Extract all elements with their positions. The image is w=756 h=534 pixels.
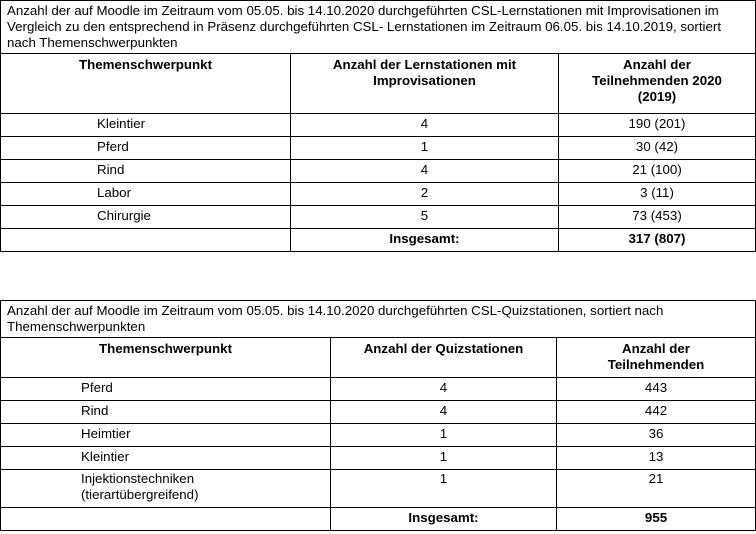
participants-cell: 13: [557, 447, 756, 470]
topic-cell: Kleintier: [1, 114, 291, 137]
table-quizstationen: [0, 300, 756, 531]
table-row: [1, 114, 756, 137]
topic-cell: Rind: [1, 401, 331, 424]
table-row: [1, 470, 756, 508]
table-header-row: [1, 338, 756, 378]
table-header-row: [1, 54, 756, 114]
table-caption-row: [1, 301, 756, 338]
table-row: [1, 137, 756, 160]
column-header-stations: Anzahl der Lernstationen mit Improvisationen: [291, 54, 559, 114]
total-row: [1, 229, 756, 252]
participants-cell: 190 (201): [559, 114, 756, 137]
topic-cell: Heimtier: [1, 424, 331, 447]
topic-cell: Pferd: [1, 137, 291, 160]
table-row: [1, 206, 756, 229]
participants-cell: 30 (42): [559, 137, 756, 160]
stations-cell: 4: [291, 160, 559, 183]
topic-cell: Injektionstechniken (tierartübergreifend): [1, 470, 331, 508]
quizstations-cell: 4: [331, 378, 557, 401]
topic-cell: Rind: [1, 160, 291, 183]
quizstations-cell: 1: [331, 424, 557, 447]
column-header-topic: Themenschwerpunkt: [1, 54, 291, 114]
topic-cell: Chirurgie: [1, 206, 291, 229]
participants-cell: 442: [557, 401, 756, 424]
total-label: Insgesamt:: [331, 508, 557, 531]
quizstations-cell: 4: [331, 401, 557, 424]
stations-cell: 1: [291, 137, 559, 160]
total-value: 955: [557, 508, 756, 531]
table-row: [1, 447, 756, 470]
table-caption: Anzahl der auf Moodle im Zeitraum vom 05.05. bis 14.10.2020 durchgeführten CSL-Quizstationen, sortiert nach Themenschwerpunkten: [1, 301, 756, 338]
participants-cell: 73 (453): [559, 206, 756, 229]
stations-cell: 2: [291, 183, 559, 206]
empty-cell: [1, 508, 331, 531]
quizstations-cell: 1: [331, 470, 557, 508]
topic-cell: Labor: [1, 183, 291, 206]
table-row: [1, 401, 756, 424]
total-label: Insgesamt:: [291, 229, 559, 252]
participants-cell: 3 (11): [559, 183, 756, 206]
participants-cell: 36: [557, 424, 756, 447]
participants-cell: 21 (100): [559, 160, 756, 183]
column-header-participants: Anzahl der Teilnehmenden 2020 (2019): [559, 54, 756, 114]
total-row: [1, 508, 756, 531]
column-header-quizstations: Anzahl der Quizstationen: [331, 338, 557, 378]
table-lernstationen: [0, 0, 756, 252]
stations-cell: 4: [291, 114, 559, 137]
table-row: [1, 160, 756, 183]
table-row: [1, 378, 756, 401]
empty-cell: [1, 229, 291, 252]
table-row: [1, 424, 756, 447]
total-value: 317 (807): [559, 229, 756, 252]
topic-cell: Pferd: [1, 378, 331, 401]
quizstations-cell: 1: [331, 447, 557, 470]
column-header-topic: Themenschwerpunkt: [1, 338, 331, 378]
table-row: [1, 183, 756, 206]
topic-cell: Kleintier: [1, 447, 331, 470]
column-header-participants: Anzahl der Teilnehmenden: [557, 338, 756, 378]
table-caption-row: [1, 1, 756, 54]
stations-cell: 5: [291, 206, 559, 229]
participants-cell: 21: [557, 470, 756, 508]
participants-cell: 443: [557, 378, 756, 401]
table-caption: Anzahl der auf Moodle im Zeitraum vom 05.05. bis 14.10.2020 durchgeführten CSL-Lernstationen mit Improvisationen im Vergleich zu den entsprechend in Präsenz durchgeführten CSL- Lernstationen im Zeitraum 06.05. bis 14.10.2019, sortiert nach Themenschwerpunkten: [1, 1, 756, 54]
